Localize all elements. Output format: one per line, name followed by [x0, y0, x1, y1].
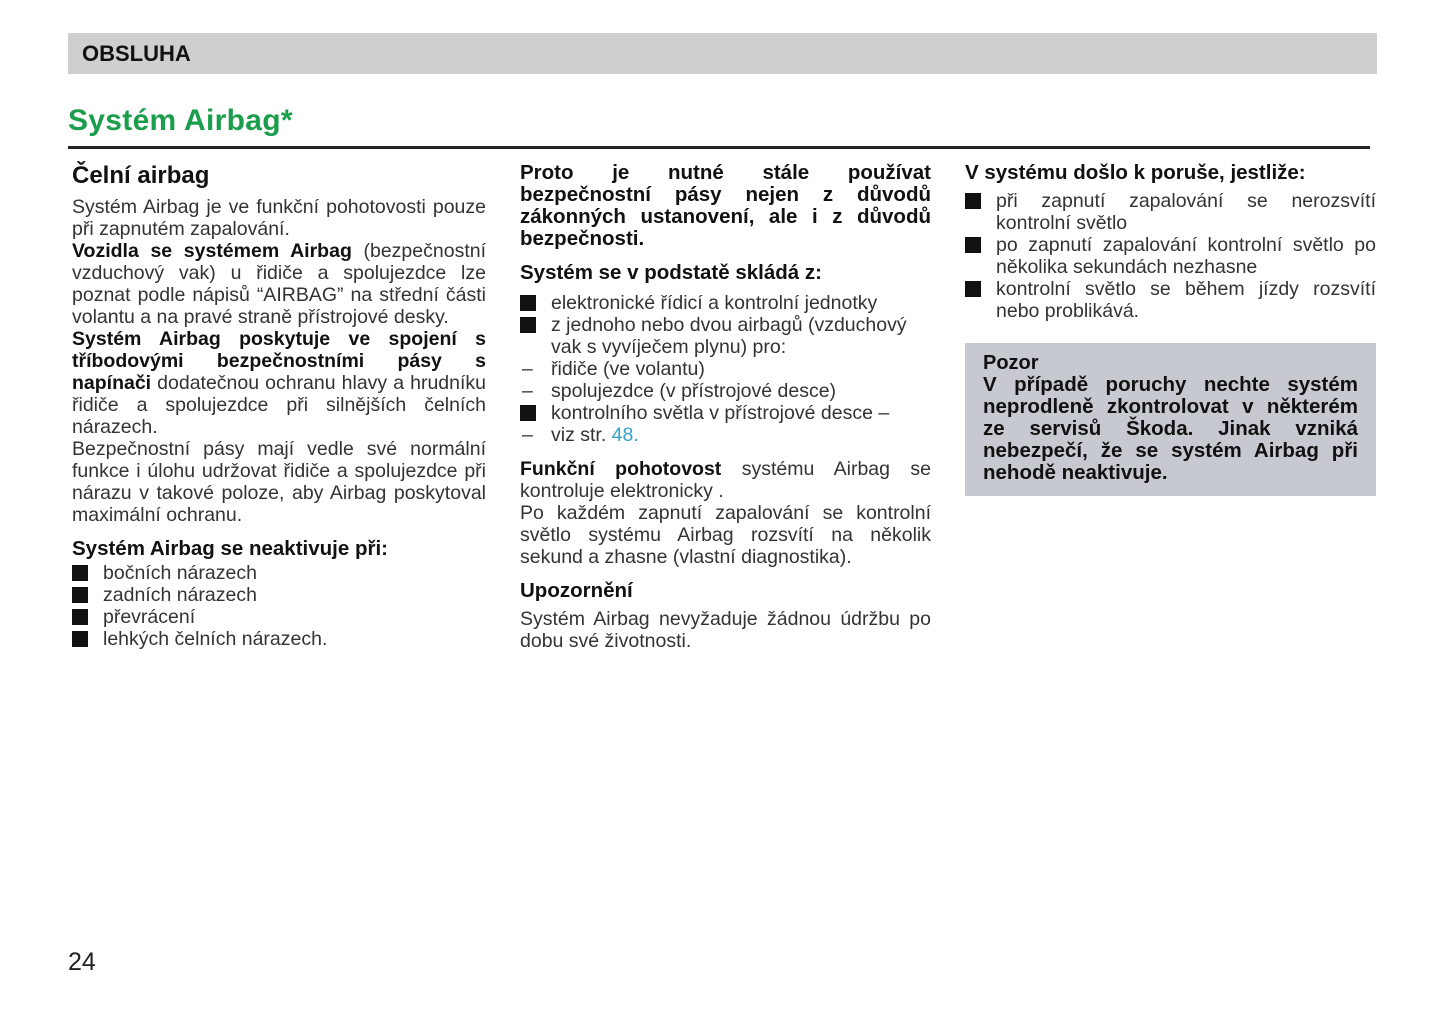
list-item: kontrolního světla v přístrojové desce – — [520, 402, 931, 424]
list-item: kontrolní světlo se během jízdy rozsvítí nebo problikává. — [965, 278, 1376, 322]
bullet-square-icon — [72, 587, 88, 603]
dash-bullet-icon: – — [522, 380, 533, 402]
vehicles-bold: Vozidla se systémem Airbag — [72, 240, 352, 262]
warning-title: Pozor — [983, 352, 1039, 374]
list-item: převrácení — [72, 606, 486, 628]
column-middle — [520, 162, 931, 652]
title-divider — [68, 146, 1370, 149]
paragraph-protection — [72, 328, 486, 438]
list-item: – spolujezdce (v přístrojové desce) — [522, 380, 837, 402]
bullet-square-icon — [520, 405, 536, 421]
list-item: – viz str. 48. — [522, 424, 639, 446]
dash-bullet-icon: – — [522, 424, 533, 446]
list-item: zadních nárazech — [72, 584, 486, 606]
list-item: z jednoho nebo dvou airbagů (vzduchový vak s vyvíječem plynu) pro: — [520, 314, 931, 358]
list-item: po zapnutí zapalování kontrolní světlo po několika sekundách nezhasne — [965, 234, 1376, 278]
components-list — [520, 292, 931, 446]
paragraph-readiness: Systém Airbag je ve funkční pohotovosti pouze při zapnutém zapalování. — [72, 196, 486, 240]
bullet-square-icon — [965, 281, 981, 297]
protection-rest: dodatečnou ochranu hlavy a hrudníku řidiče a spolujezdce při silnějších čelních nárazech. — [72, 372, 486, 438]
paragraph-vehicles — [72, 240, 486, 328]
fault-list — [965, 190, 1376, 322]
paragraph-belts: Bezpečnostní pásy mají vedle své normální funkce i úlohu udržovat řidiče a spolujezdce při nárazu v takové poloze, aby Airbag poskytoval maximální ochranu. — [72, 438, 486, 526]
bullet-square-icon — [520, 295, 536, 311]
section-header: OBSLUHA — [68, 33, 1377, 74]
list-item: elektronické řídicí a kontrolní jednotky — [520, 292, 931, 314]
vehicles-rest: (bezpečnostní vzduchový vak) u řidiče a spolujezdce lze poznat podle nápisů “AIRBAG” na střední části volantu a na pravé straně přístrojové desky. — [72, 240, 486, 328]
notice-heading: Upozornění — [520, 579, 633, 602]
page-number: 24 — [68, 948, 96, 976]
page-reference-link[interactable]: 48. — [611, 424, 639, 446]
column-right — [965, 162, 1376, 496]
column-left — [72, 162, 486, 650]
bullet-square-icon — [520, 317, 536, 333]
bullet-square-icon — [72, 565, 88, 581]
components-heading: Systém se v podstatě skládá z: — [520, 261, 822, 284]
deactivation-list — [72, 562, 486, 650]
list-item: lehkých čelních nárazech. — [72, 628, 486, 650]
deactivation-heading: Systém Airbag se neaktivuje při: — [72, 537, 388, 560]
function-rest: systému Airbag se kontroluje elektronicky . — [520, 458, 931, 502]
paragraph-function — [520, 458, 931, 502]
warning-box — [965, 343, 1376, 496]
page-title: Systém Airbag* — [68, 104, 293, 137]
list-item: – řidiče (ve volantu) — [522, 358, 705, 380]
paragraph-diagnostics: Po každém zapnutí zapalování se kontrolní světlo systému Airbag rozsvítí na několik sekund a zhasne (vlastní diagnostika). — [520, 502, 931, 568]
fault-heading: V systému došlo k poruše, jestliže: — [965, 161, 1306, 184]
dash-bullet-icon: – — [522, 358, 533, 380]
notice-text: Systém Airbag nevyžaduje žádnou údržbu po dobu své životnosti. — [520, 608, 931, 652]
bullet-square-icon — [72, 631, 88, 647]
bullet-square-icon — [965, 193, 981, 209]
bullet-square-icon — [72, 609, 88, 625]
bullet-square-icon — [965, 237, 981, 253]
protection-bold: Systém Airbag poskytuje ve spojení s tříbodovými bezpečnostními pásy s napínači — [72, 328, 486, 394]
frontal-airbag-heading: Čelní airbag — [72, 162, 210, 189]
list-item: bočních nárazech — [72, 562, 486, 584]
warning-text: V případě poruchy nechte systém neprodleně zkontrolovat v některém ze servisů Škoda. Jinak vzniká nebezpečí, že se systém Airbag při nehodě neaktivuje. — [983, 373, 1358, 484]
function-bold: Funkční pohotovost — [520, 458, 722, 480]
seatbelt-requirement: Proto je nutné stále používat bezpečnostní pásy nejen z důvodů zákonných ustanovení, ale i z důvodů bezpečnosti. — [520, 161, 931, 250]
list-item: při zapnutí zapalování se nerozsvítí kontrolní světlo — [965, 190, 1376, 234]
